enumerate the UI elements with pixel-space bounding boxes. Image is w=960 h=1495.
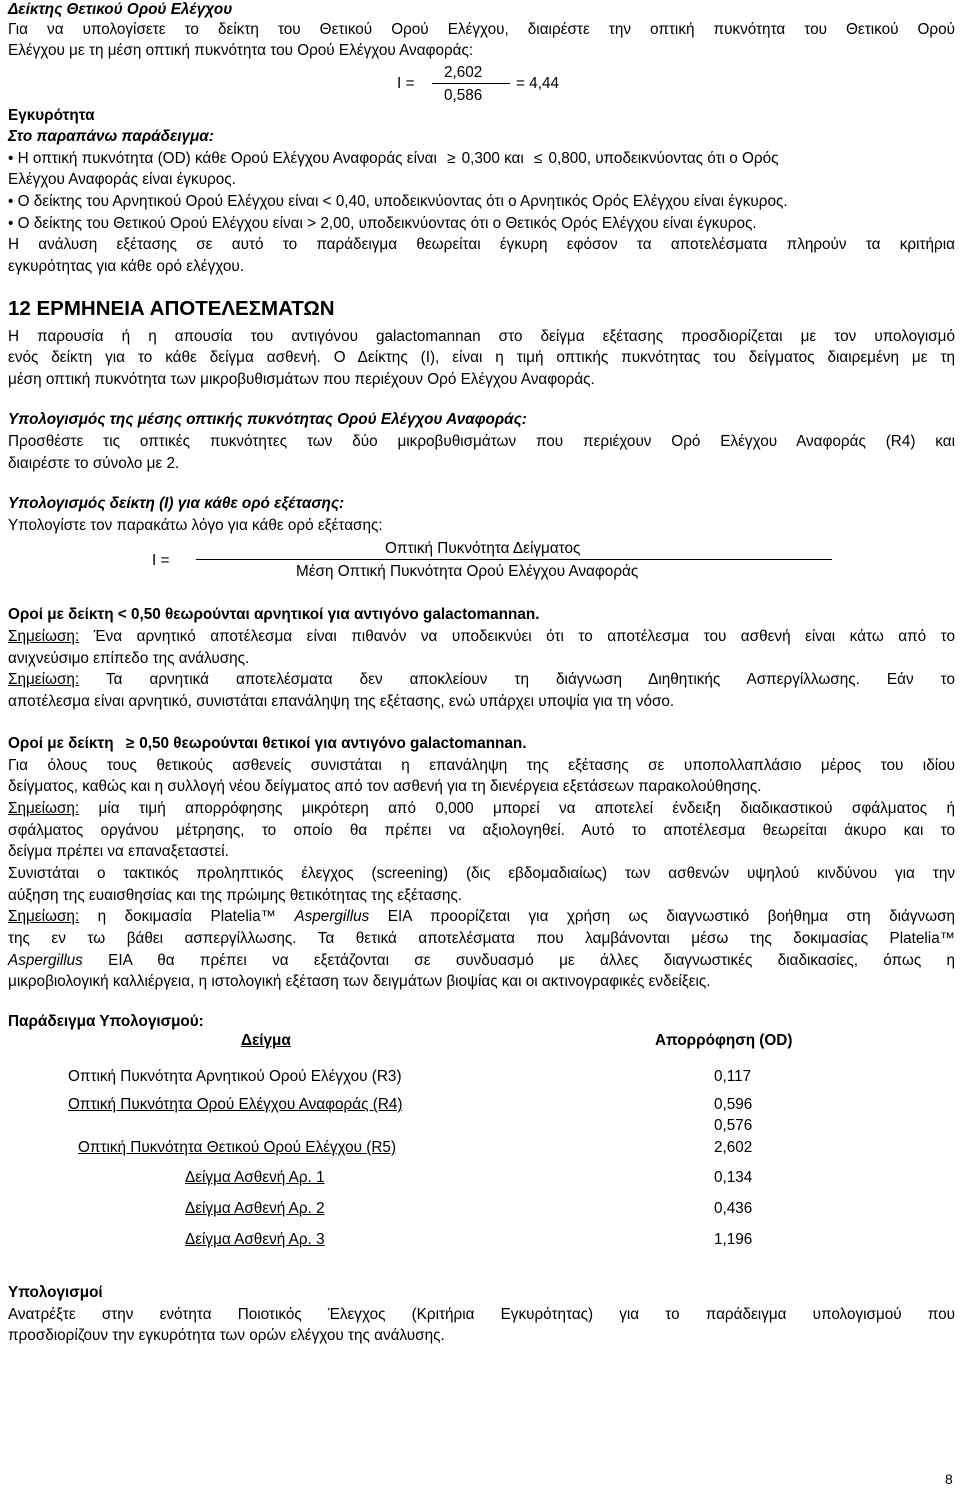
section-12-line-1: Η παρουσία ή η απουσία του αντιγόνου galactomannan στο δείγμα εξέτασης προσδιορίζεται με τον υπολογισμό [8, 328, 955, 345]
positive-note-1-line-2: σφάλματος οργάνου μέτρησης, το οποίο θα πρέπει να αξιολογηθεί. Αυτό το αποτέλεσμα θεωρείται άκυρο και το [8, 822, 955, 839]
bullet-1-text-a: • Η οπτική πυκνότητα (OD) κάθε Ορού Ελέγχου Αναφοράς είναι [8, 150, 437, 167]
calculations-line-1: Ανατρέξτε στην ενότητα Ποιοτικός Έλεγχος (Κριτήρια Εγκυρότητας) για το παράδειγμα υπολογισμού που [8, 1306, 955, 1323]
row-od: 0,117 [714, 1068, 752, 1085]
note-label: Σημείωση: [8, 908, 80, 925]
validity-subheading: Στο παραπάνω παράδειγμα: [8, 128, 214, 145]
formula-fraction-bar [196, 559, 832, 560]
calculations-line-2: προσδιορίζουν την εγκυρότητα των ορών ελέγχου της ανάλυσης. [8, 1327, 445, 1344]
validity-bullet-3: • Ο δείκτης του Θετικού Ορού Ελέγχου είναι > 2,00, υποδεικνύοντας ότι ο Θετικός Ορός Ελέγχου είναι έγκυρος. [8, 215, 757, 232]
bullet-1-text-c: 0,800, υποδεικνύοντας ότι ο Ορός [548, 150, 779, 167]
intro-line-1: Για να υπολογίσετε το δείκτη του Θετικού Ορού Ελέγχου, διαιρέστε την οπτική πυκνότητα του Θετικού Ορού [8, 21, 955, 38]
row-sample: Δείγμα Ασθενή Αρ. 3 [185, 1231, 325, 1248]
positive-heading [8, 735, 527, 753]
formula-lhs: I = [152, 552, 170, 569]
intro-line-2: Ελέγχου με τη μέση οπτική πυκνότητα του Ορού Ελέγχου Αναφοράς: [8, 42, 474, 59]
row-od: 1,196 [714, 1231, 753, 1248]
note-text-2: EIA προορίζεται για χρήση ως διαγνωστικό βοήθημα στη διάγνωση [387, 908, 956, 925]
positive-note-2-line-2: της εν τω βάθει ασπεργίλλωσης. Τα θετικά αποτελέσματα που λαμβάνονται μέσω της δοκιμασίας Platelia™ [8, 930, 955, 947]
equation-denominator: 0,586 [444, 87, 483, 104]
column-header-od: Απορρόφηση (OD) [655, 1032, 793, 1049]
row-od: 0,436 [714, 1200, 753, 1217]
example-heading: Παράδειγμα Υπολογισμού: [8, 1013, 204, 1030]
section-12-line-2: ενός δείκτη για το κάθε δείγμα ασθενή. Ο Δείκτης (I), είναι η τιμή οπτικής πυκνότητας του δείγματος διαιρεμένη με τη [8, 349, 955, 366]
page-number: 8 [945, 1471, 953, 1487]
screening-line-2: αύξηση της ευαισθησίας και της πρώιμης θετικότητας της εξέτασης. [8, 887, 463, 904]
row-sample: Οπτική Πυκνότητα Θετικού Ορού Ελέγχου (R5) [78, 1139, 397, 1156]
positive-note-2-line-3 [8, 952, 955, 970]
row-od: 0,596 [714, 1096, 753, 1113]
section-12-title: 12 ΕΡΜΗΝΕΙΑ ΑΠΟΤΕΛΕΣΜΑΤΩΝ [8, 297, 335, 320]
negative-note-1-line-1 [8, 628, 955, 646]
note-italic: Aspergillus [8, 952, 83, 969]
note-text: η δοκιμασία Platelia™ [97, 908, 276, 925]
note-label: Σημείωση: [8, 800, 80, 817]
screening-line-1: Συνιστάται ο τακτικός προληπτικός έλεγχος (screening) (δις εβδομαδιαίως) των ασθενών υψηλού κινδύνου για την [8, 865, 955, 882]
note-text: μία τιμή απορρόφησης μικρότερη από 0,000 μπορεί να αποτελεί ένδειξη διαδικαστικού σφάλματος ή [98, 800, 955, 817]
row-sample: Δείγμα Ασθενή Αρ. 2 [185, 1200, 325, 1217]
row-sample: Οπτική Πυκνότητα Ορού Ελέγχου Αναφοράς (R4) [68, 1096, 403, 1113]
positive-line-1: Για όλους τους θετικούς ασθενείς συνιστάται η επανάληψη της εξέτασης σε υποπολλαπλάσιο μέρος του ιδίου [8, 757, 955, 774]
positive-note-2-line-1 [8, 908, 955, 926]
mean-calc-line-1: Προσθέστε τις οπτικές πυκνότητες των δύο μικροβυθισμάτων που περιέχουν Ορό Ελέγχου Αναφοράς (R4) και [8, 433, 955, 450]
validity-bullet-2: • Ο δείκτης του Αρνητικού Ορού Ελέγχου είναι < 0,40, υποδεικνύοντας ότι ο Αρνητικός Ορός Ελέγχου είναι έγκυρος. [8, 193, 788, 210]
negative-note-2-line-1 [8, 671, 955, 689]
validity-paragraph-line-2: εγκυρότητας για κάθε ορό ελέγχου. [8, 258, 244, 275]
note-text: Τα αρνητικά αποτελέσματα δεν αποκλείουν τη διάγνωση Διηθητικής Ασπεργίλλωσης. Εάν το [105, 671, 955, 688]
positive-note-1-line-3: δείγμα πρέπει να επαναξεταστεί. [8, 843, 229, 860]
equation-fraction-bar [432, 83, 510, 84]
equation-numerator: 2,602 [444, 64, 483, 81]
calculations-heading: Υπολογισμοί [8, 1284, 103, 1301]
negative-heading: Οροί με δείκτη < 0,50 θεωρούνται αρνητικοί για αντιγόνο galactomannan. [8, 606, 540, 623]
row-od: 0,134 [714, 1169, 753, 1186]
index-calc-heading: Υπολογισμός δείκτη (I) για κάθε ορό εξέτασης: [8, 495, 345, 512]
greater-equal-icon: ≥ [125, 735, 135, 752]
validity-bullet-1-line-2: Ελέγχου Αναφοράς είναι έγκυρος. [8, 171, 236, 188]
index-calc-line-1: Υπολογίστε τον παρακάτω λόγο για κάθε ορό εξέτασης: [8, 517, 383, 534]
validity-paragraph-line-1: Η ανάλυση εξέτασης σε αυτό το παράδειγμα θεωρείται έγκυρη εφόσον τα αποτελέσματα πληρούν τα κριτήρια [8, 236, 955, 253]
note-label: Σημείωση: [8, 628, 80, 645]
greater-equal-icon: ≥ [447, 150, 456, 167]
equation-result: = 4,44 [516, 75, 559, 92]
negative-note-2-line-2: αποτέλεσμα είναι αρνητικό, συνιστάται επανάληψη της εξέτασης, ενώ υπάρχει υποψία για τη νόσο. [8, 693, 675, 710]
positive-heading-b: 0,50 θεωρούνται θετικοί για αντιγόνο galactomannan. [139, 735, 527, 752]
less-equal-icon: ≤ [534, 150, 543, 167]
positive-note-1-line-1 [8, 800, 955, 818]
positive-note-2-line-4: μικροβιολογική καλλιέργεια, η ιστολογική εξέταση των δειγμάτων βιοψίας και οι ακτινογραφικές ενδείξεις. [8, 973, 711, 990]
section-12-line-3: μέση οπτική πυκνότητα των μικροβυθισμάτων που περιέχουν Ορό Ελέγχου Αναφοράς. [8, 371, 595, 388]
negative-note-1-line-2: ανιχνεύσιμο επίπεδο της ανάλυσης. [8, 650, 250, 667]
formula-denominator: Μέση Οπτική Πυκνότητα Ορού Ελέγχου Αναφοράς [296, 563, 639, 580]
bullet-1-text-b: 0,300 και [461, 150, 524, 167]
row-sample: Δείγμα Ασθενή Αρ. 1 [185, 1169, 325, 1186]
validity-bullet-1 [8, 150, 953, 168]
positive-index-heading: Δείκτης Θετικού Ορού Ελέγχου [8, 1, 233, 18]
column-header-sample: Δείγμα [241, 1032, 291, 1049]
note-text: EIA θα πρέπει να εξετάζονται σε συνδυασμό με άλλες διαγνωστικές διαδικασίες, όπως η [108, 952, 955, 969]
note-text: Ένα αρνητικό αποτέλεσμα είναι πιθανόν να υποδεικνύει ότι το αποτέλεσμα του ασθενή είναι κάτω από το [93, 628, 955, 645]
positive-heading-a: Οροί με δείκτη [8, 735, 114, 752]
validity-heading: Εγκυρότητα [8, 107, 95, 124]
note-label: Σημείωση: [8, 671, 80, 688]
note-italic: Aspergillus [294, 908, 370, 925]
equation-lhs: I = [397, 75, 415, 92]
row-sample: Οπτική Πυκνότητα Αρνητικού Ορού Ελέγχου (R3) [68, 1068, 402, 1085]
mean-calc-line-2: διαιρέστε το σύνολο με 2. [8, 455, 180, 472]
row-od-2: 0,576 [714, 1117, 753, 1134]
row-od: 2,602 [714, 1139, 753, 1156]
mean-calc-heading: Υπολογισμός της μέσης οπτικής πυκνότητας Ορού Ελέγχου Αναφοράς: [8, 411, 527, 428]
positive-line-2: δείγματος, καθώς και η συλλογή νέου δείγματος από τον ασθενή για τη διενέργεια εξετάσεων παρακολούθησης. [8, 778, 762, 795]
formula-numerator: Οπτική Πυκνότητα Δείγματος [385, 540, 581, 557]
